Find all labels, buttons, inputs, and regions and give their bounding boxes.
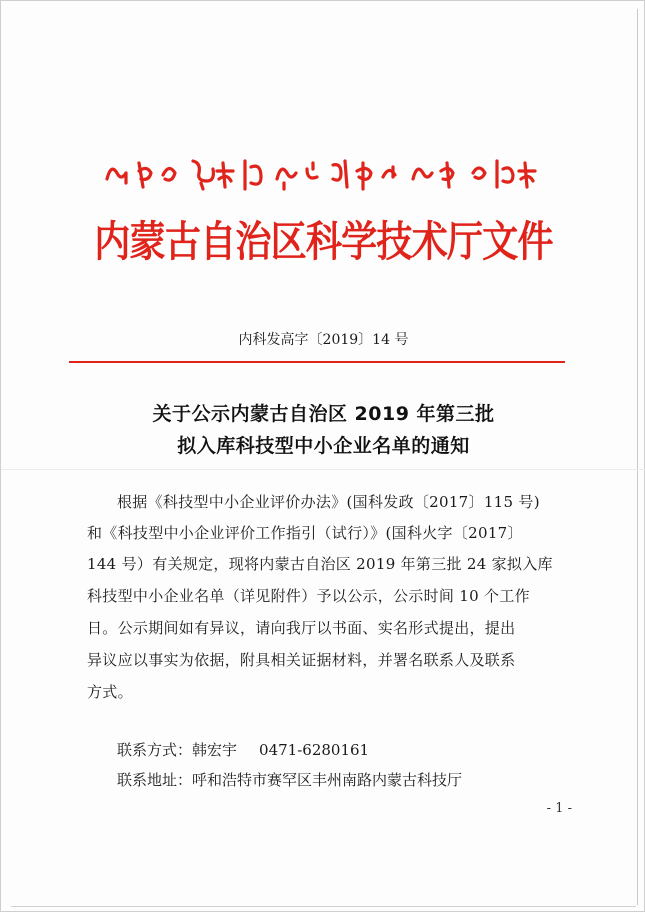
notice-heading-line-1: 关于公示内蒙古自治区 2019 年第三批	[152, 403, 495, 425]
body-paragraph-line: 异议应以事实为依据，附具相关证据材料，并署名联系人及联系	[87, 651, 516, 669]
body-paragraph-line: 日。公示期间如有异议，请向我厅以书面、实名形式提出，提出	[87, 619, 516, 637]
contact-person-line	[117, 739, 369, 760]
page-fold-line	[1, 469, 645, 470]
mongolian-title-image	[101, 149, 545, 193]
contact-address-label: 联系地址：	[117, 771, 193, 789]
notice-heading-line-2: 拟入库科技型中小企业名单的通知	[177, 435, 470, 457]
contact-phone: 0471-6280161	[259, 741, 370, 759]
body-paragraph-line: 根据《科技型中小企业评价办法》(国科发政〔2017〕115 号)	[117, 493, 540, 511]
contact-person-label: 联系方式：	[117, 741, 193, 759]
scan-edge-bottom	[11, 906, 636, 907]
contact-address: 呼和浩特市赛罕区丰州南路内蒙古科技厅	[192, 771, 463, 789]
document-number: 内科发高字〔2019〕14 号	[238, 332, 409, 348]
contact-person-name: 韩宏宇	[192, 741, 238, 759]
document-title: 内蒙古自治区科学技术厅文件	[94, 217, 553, 266]
page-number: - 1 -	[546, 801, 572, 816]
body-paragraph-line: 144 号）有关规定，现将内蒙古自治区 2019 年第三批 24 家拟入库	[87, 555, 553, 573]
body-paragraph-line: 方式。	[87, 683, 133, 701]
red-divider	[69, 361, 565, 363]
body-paragraph-line: 和《科技型中小企业评价工作指引（试行）》(国科火字〔2017〕	[87, 524, 523, 542]
contact-address-line	[117, 769, 462, 790]
body-paragraph-line: 科技型中小企业名单（详见附件）予以公示，公示时间 10 个工作	[87, 587, 530, 605]
